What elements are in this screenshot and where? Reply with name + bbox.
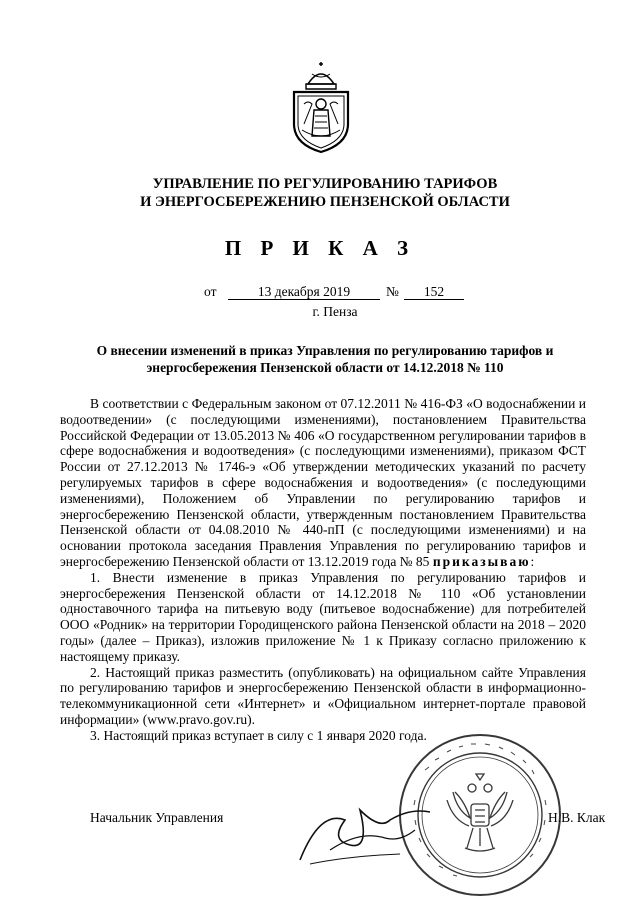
organization-name [80, 175, 570, 211]
subject-line-2: энергосбережения Пензенской области от 14.12.2018 № 110 [146, 360, 504, 375]
number-value: 152 [404, 284, 464, 300]
document-type-title: П Р И К А З [224, 236, 416, 260]
order-item: 3. Настоящий приказ вступает в силу с 1 января 2020 года. [90, 727, 427, 743]
document-body [60, 396, 586, 744]
organization-name-line-2: И ЭНЕРГОСБЕРЕЖЕНИЮ ПЕНЗЕНСКОЙ ОБЛАСТИ [140, 194, 510, 210]
preamble-text: В соответствии с Федеральным законом от 07.12.2011 № 416-ФЗ «О водоснабжении и водоотведении» (с последующими изменениями), постановлением Правительства Российской Федерации от 13.05.2013 № 406 «О государственном регулировании тарифов в сфере водоснабжения и водоотведения» (с последующими изменениями), приказом ФСТ России от 27.12.2013 № 1746-э «Об утверждении методических указаний по расчету регулируемых тарифов в сфере водоснабжения и водоотведения» (с последующими изменениями), Положением об Управлении по регулированию тарифов и энергосбережению Пензенской области, утвержденным постановлением Правительства Пензенской области от 04.08.2010 № 440-пП (с последующими изменениями) и на основании протокола заседания Правления Управления по регулированию тарифов и энергосбережению Пензенской области от 13.12.2019 года № 85 [60, 396, 586, 569]
subject-line-1: О внесении изменений в приказ Управления по регулированию тарифов и [96, 343, 554, 358]
order-item: 1. Внести изменение в приказ Управления по регулированию тарифов и энергосбережения Пензенской области от 14.12.2018 № 110 «Об установлении одноставочного тарифа на питьевую воду (питьевое водоснабжение) для потребителей ООО «Родник» на территории Городищенского района Пензенской области на 2018 – 2020 годы» (далее – Приказ), изложив приложение № 1 к Приказу согласно приложению к настоящему приказу. [60, 569, 586, 664]
document-subject [70, 342, 580, 376]
order-item: 2. Настоящий приказ разместить (опубликовать) на официальном сайте Управления по регулированию тарифов и энергосбережению Пензенской области в информационно-телекоммуникационной сети «Интернет» и «Официальном интернет-портале правовой информации» (www.pravo.gov.ru). [60, 664, 586, 727]
signer-name: Н.В. Клак [548, 810, 606, 825]
number-label: № [386, 284, 399, 299]
organization-name-line-1: УПРАВЛЕНИЕ ПО РЕГУЛИРОВАНИЮ ТАРИФОВ [152, 176, 498, 192]
date-label: от [204, 284, 217, 299]
order-colon: : [530, 553, 535, 569]
order-word: приказываю [432, 553, 531, 569]
coat-of-arms-icon [288, 62, 354, 154]
date-value: 13 декабря 2019 [228, 284, 380, 300]
handwritten-signature [290, 790, 440, 870]
signer-position: Начальник Управления [90, 810, 224, 825]
city: г. Пенза [312, 304, 358, 319]
preamble-paragraph [60, 396, 586, 570]
